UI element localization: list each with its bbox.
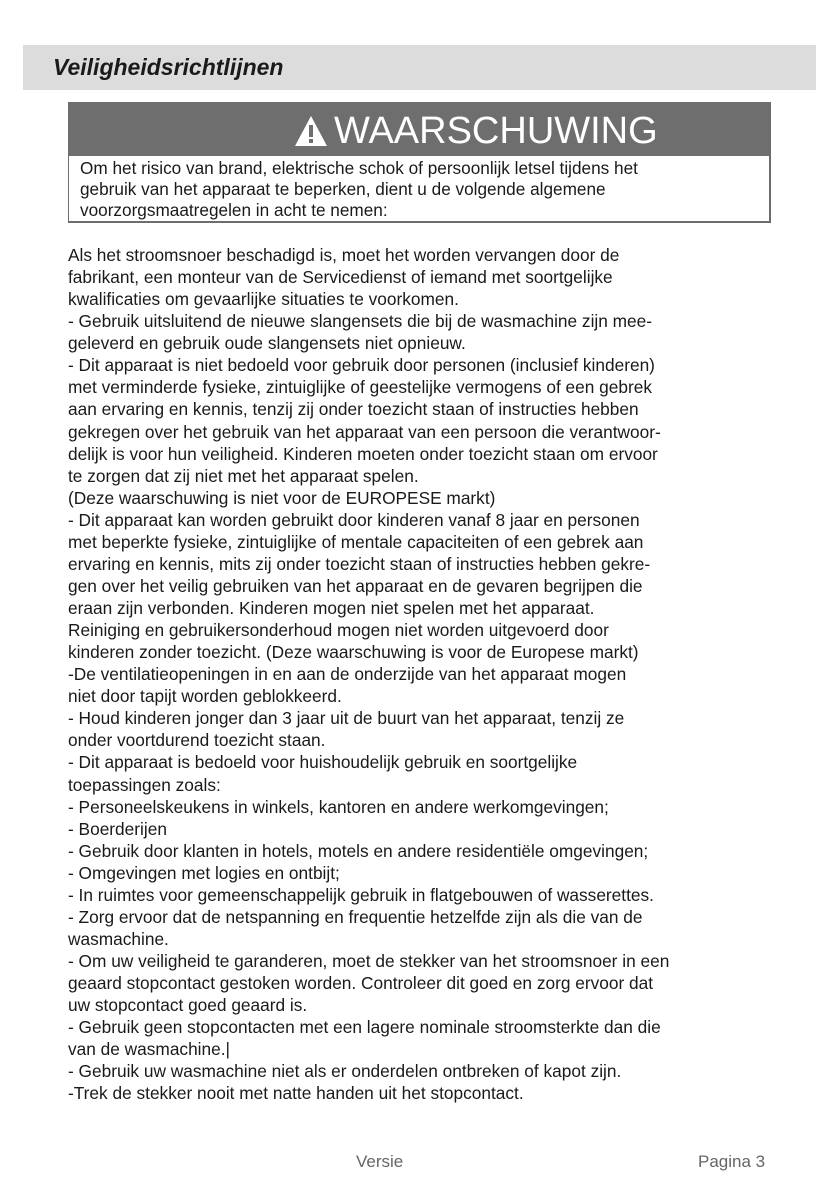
text-line: -De ventilatieopeningen in en aan de onderzijde van het apparaat mogen bbox=[68, 664, 627, 685]
text-line: onder voortdurend toezicht staan. bbox=[68, 730, 326, 751]
warning-line: Om het risico van brand, elektrische schok of persoonlijk letsel tijdens het bbox=[80, 158, 638, 178]
text-line: van de wasmachine.| bbox=[68, 1039, 231, 1060]
text-line: met verminderde fysieke, zintuiglijke of geestelijke vermogens of een gebrek bbox=[68, 377, 653, 398]
text-line: met beperkte fysieke, zintuiglijke of mentale capaciteiten of een gebrek aan bbox=[68, 531, 644, 552]
text-line: geaard stopcontact gestoken worden. Controleer dit goed en zorg ervoor dat bbox=[68, 973, 654, 994]
text-line: (Deze waarschuwing is niet voor de EUROPESE markt) bbox=[68, 487, 496, 508]
text-line: aan ervaring en kennis, tenzij zij onder toezicht staan of instructies hebben bbox=[68, 399, 639, 420]
text-line: te zorgen dat zij niet met het apparaat spelen. bbox=[68, 465, 419, 486]
text-line: kwalificaties om gevaarlijke situaties te voorkomen. bbox=[68, 289, 459, 310]
text-line: - Dit apparaat is bedoeld voor huishoudelijk gebruik en soortgelijke bbox=[68, 752, 578, 773]
warning-triangle-icon bbox=[294, 115, 328, 147]
text-line: - Dit apparaat kan worden gebruikt door kinderen vanaf 8 jaar en personen bbox=[68, 509, 640, 530]
text-line: - Gebruik uw wasmachine niet als er onderdelen ontbreken of kapot zijn. bbox=[68, 1061, 622, 1082]
text-line: - Dit apparaat is niet bedoeld voor gebruik door personen (inclusief kinderen) bbox=[68, 355, 655, 376]
text-line: eraan zijn verbonden. Kinderen mogen niet spelen met het apparaat. bbox=[68, 598, 595, 618]
text-line: niet door tapijt worden geblokkeerd. bbox=[68, 686, 342, 707]
text-line: toepassingen zoals: bbox=[68, 774, 221, 795]
warning-heading-text: WAARSCHUWING bbox=[334, 110, 658, 152]
text-line: - Om uw veiligheid te garanderen, moet de stekker van het stroomsnoer in een bbox=[68, 951, 670, 971]
text-line: - Zorg ervoor dat de netspanning en frequentie hetzelfde zijn als die van de bbox=[68, 906, 643, 927]
text-line: - Gebruik door klanten in hotels, motels en andere residentiële omgevingen; bbox=[68, 840, 649, 861]
text-line: - Omgevingen met logies en ontbijt; bbox=[68, 862, 340, 883]
section-header bbox=[23, 45, 816, 90]
text-line: delijk is voor hun veiligheid. Kinderen moeten onder toezicht staan om ervoor bbox=[68, 443, 658, 464]
text-line: fabrikant, een monteur van de Servicedienst of iemand met soortgelijke bbox=[68, 267, 613, 288]
warning-line: voorzorgsmaatregelen in acht te nemen: bbox=[80, 200, 388, 220]
warning-heading bbox=[294, 111, 658, 151]
footer-version: Versie bbox=[356, 1152, 404, 1171]
warning-line: gebruik van het apparaat te beperken, dient u de volgende algemene bbox=[80, 179, 606, 199]
section-title: Veiligheidsrichtlijnen bbox=[53, 54, 284, 80]
text-line: - Personeelskeukens in winkels, kantoren en andere werkomgevingen; bbox=[68, 796, 609, 817]
text-line: geleverd en gebruik oude slangensets niet opnieuw. bbox=[68, 333, 466, 354]
footer-page-number: Pagina 3 bbox=[698, 1152, 766, 1171]
text-line: Reiniging en gebruikersonderhoud mogen niet worden uitgevoerd door bbox=[68, 620, 609, 641]
warning-band bbox=[69, 103, 769, 156]
text-line: kinderen zonder toezicht. (Deze waarschuwing is voor de Europese markt) bbox=[68, 642, 639, 663]
text-line: ervaring en kennis, mits zij onder toezicht staan of instructies hebben gekre- bbox=[68, 553, 651, 574]
text-line: - Gebruik geen stopcontacten met een lagere nominale stroomsterkte dan die bbox=[68, 1017, 661, 1038]
text-line: gen over het veilig gebruiken van het apparaat en de gevaren begrijpen die bbox=[68, 575, 643, 596]
text-line: -Trek de stekker nooit met natte handen uit het stopcontact. bbox=[68, 1083, 524, 1104]
text-line: - Gebruik uitsluitend de nieuwe slangensets die bij de wasmachine zijn mee- bbox=[68, 311, 653, 332]
text-line: - Boerderijen bbox=[68, 818, 167, 839]
text-line: wasmachine. bbox=[68, 928, 169, 949]
warning-intro-text bbox=[80, 158, 760, 221]
safety-instructions bbox=[68, 244, 788, 1104]
text-line: - In ruimtes voor gemeenschappelijk gebruik in flatgebouwen of wasserettes. bbox=[68, 884, 654, 905]
text-line: Als het stroomsnoer beschadigd is, moet het worden vervangen door de bbox=[68, 245, 620, 265]
text-line: uw stopcontact goed geaard is. bbox=[68, 995, 308, 1016]
text-line: gekregen over het gebruik van het apparaat van een persoon die verantwoor- bbox=[68, 421, 661, 442]
warning-box bbox=[68, 102, 771, 223]
text-line: - Houd kinderen jonger dan 3 jaar uit de buurt van het apparaat, tenzij ze bbox=[68, 708, 625, 729]
